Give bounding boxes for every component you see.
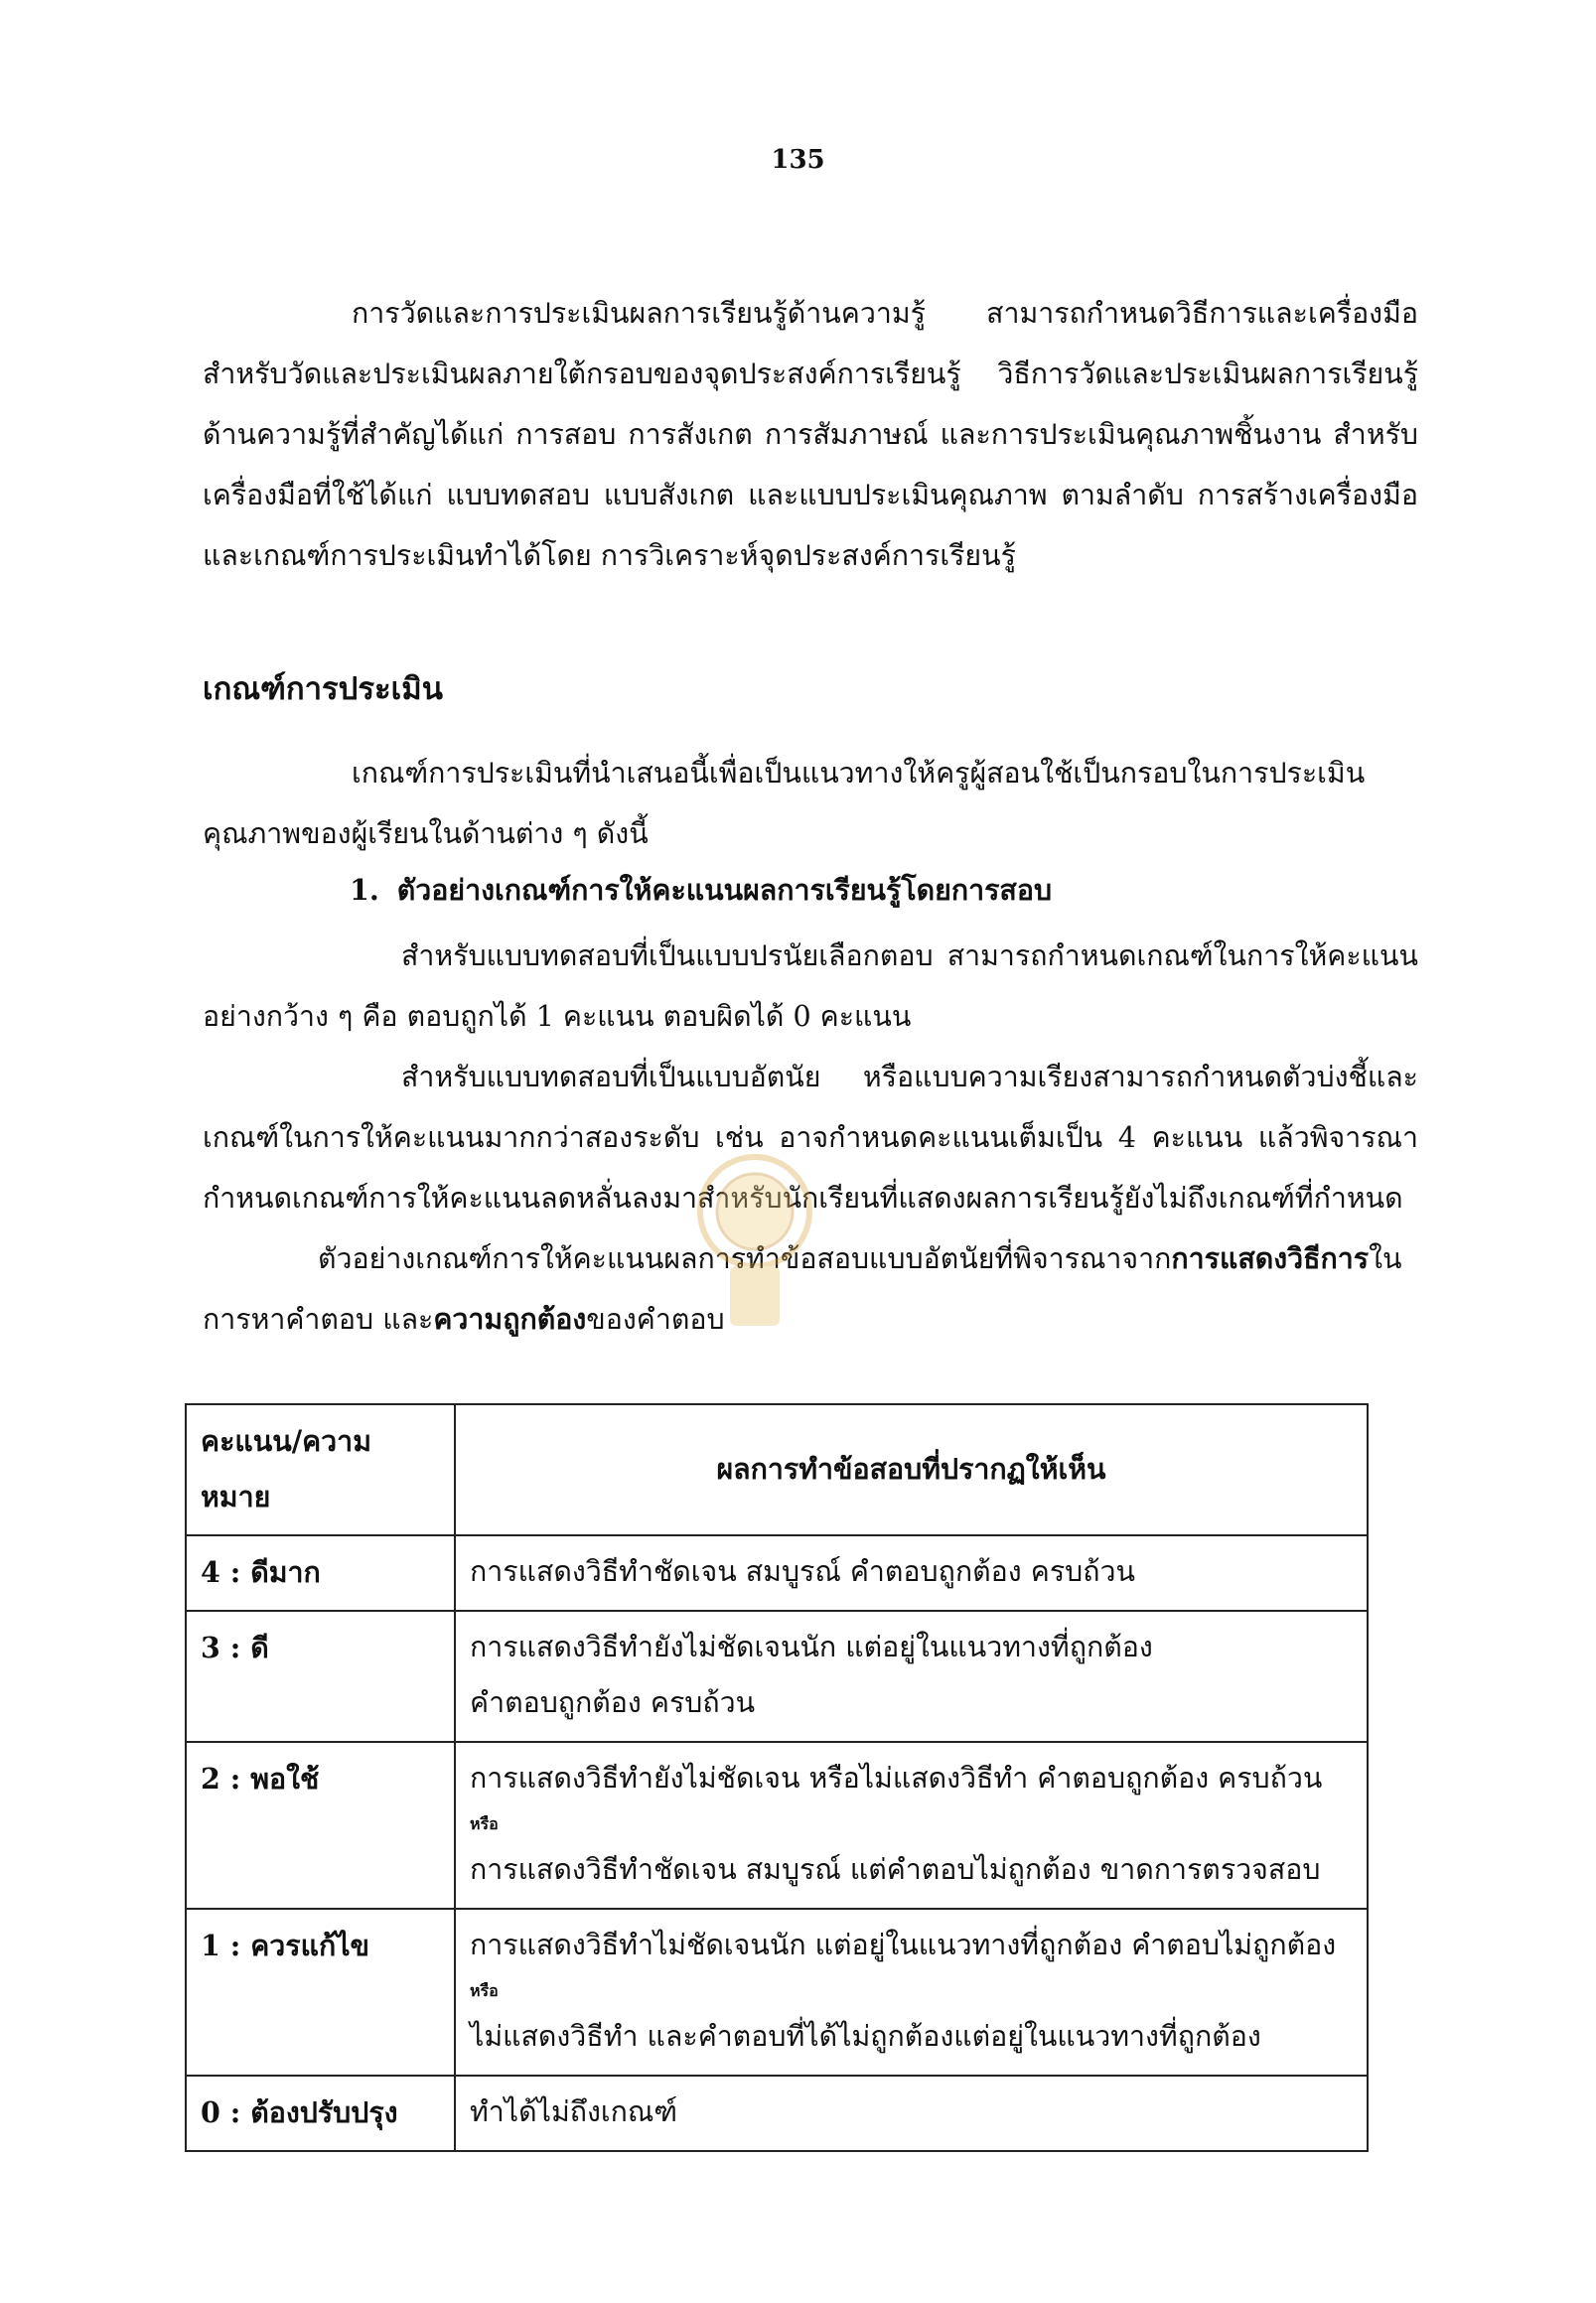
example-intro-bold2: ความถูกต้อง <box>433 1302 587 1336</box>
intro-paragraph: การวัดและการประเมินผลการเรียนรู้ด้านความรู้ สามารถกำหนดวิธีการและเครื่องมือสำหรับวัดและประเมินผลภายใต้กรอบของจุดประสงค์การเรียนรู้ วิธีการวัดและประเมินผลการเรียนรู้ด้านความรู้ที่สำคัญได้แก่ การสอบ การสังเกต การสัมภาษณ์ และการประเมินคุณภาพชิ้นงาน สำหรับเครื่องมือที่ใช้ได้แก่ แบบทดสอบ แบบสังเกต และแบบประเมินคุณภาพ ตามลำดับ การสร้างเครื่องมือ และเกณฑ์การประเมินทำได้โดย การวิเคราะห์จุดประสงค์การเรียนรู้ <box>203 297 1418 572</box>
row-level: 0 : ต้องปรับปรุง <box>186 2076 455 2151</box>
example-intro-part1: ตัวอย่างเกณฑ์การให้คะแนนผลการทำข้อสอบแบบอัตนัยที่พิจารณาจาก <box>318 1242 1172 1275</box>
result-line: ทำได้ไม่ถึงเกณฑ์ <box>470 2095 678 2128</box>
or-word: หรือ <box>470 1981 499 2000</box>
result-line: การแสดงวิธีทำยังไม่ชัดเจน หรือไม่แสดงวิธีทำ คำตอบถูกต้อง ครบถ้วน <box>470 1762 1323 1795</box>
row-level: 2 : พอใช้ <box>186 1742 455 1909</box>
subheading <box>350 867 1052 913</box>
row-result <box>455 1611 1368 1742</box>
header-result: ผลการทำข้อสอบที่ปรากฏให้เห็น <box>455 1404 1368 1535</box>
table-row <box>186 1535 1368 1611</box>
result-line: การแสดงวิธีทำยังไม่ชัดเจนนัก แต่อยู่ในแนวทางที่ถูกต้อง <box>470 1631 1153 1663</box>
table-header-row <box>186 1404 1368 1535</box>
row-result <box>455 1535 1368 1611</box>
result-line: การแสดงวิธีทำไม่ชัดเจนนัก แต่อยู่ในแนวทางที่ถูกต้อง คำตอบไม่ถูกต้อง <box>470 1929 1337 1961</box>
row-result <box>455 2076 1368 2151</box>
subjective-paragraph: สำหรับแบบทดสอบที่เป็นแบบอัตนัย หรือแบบความเรียงสามารถกำหนดตัวบ่งชี้และเกณฑ์ในการให้คะแนนมากกว่าสองระดับ เช่น อาจกำหนดคะแนนเต็มเป็น 4 คะแนน แล้วพิจารณากำหนดเกณฑ์การให้คะแนนลดหลั่นลงมาสำหรับนักเรียนที่แสดงผลการเรียนรู้ยังไม่ถึงเกณฑ์ที่กำหนด <box>203 1061 1418 1215</box>
example-intro-part2: ในการหาคำตอบ และ <box>203 1242 1402 1336</box>
table-row <box>186 1611 1368 1742</box>
result-line: การแสดงวิธีทำชัดเจน สมบูรณ์ แต่คำตอบไม่ถูกต้อง ขาดการตรวจสอบ <box>470 1853 1321 1886</box>
row-level: 4 : ดีมาก <box>186 1535 455 1611</box>
seal-watermark <box>695 1142 814 1341</box>
header-level: คะแนน/ความหมาย <box>186 1404 455 1535</box>
row-level: 1 : ควรแก้ไข <box>186 1909 455 2076</box>
row-result <box>455 1909 1368 2076</box>
table-row <box>186 2076 1368 2151</box>
rubric-table <box>185 1403 1369 2152</box>
subheading-text: ตัวอย่างเกณฑ์การให้คะแนนผลการเรียนรู้โดยการสอบ <box>396 873 1053 907</box>
row-result <box>455 1742 1368 1909</box>
example-intro-part3: ของคำตอบ <box>586 1303 725 1336</box>
result-line: คำตอบถูกต้อง ครบถ้วน <box>470 1686 756 1719</box>
or-word: หรือ <box>470 1814 499 1833</box>
table-row <box>186 1742 1368 1909</box>
section-heading: เกณฑ์การประเมิน <box>203 671 443 707</box>
row-level: 3 : ดี <box>186 1611 455 1742</box>
table-row <box>186 1909 1368 2076</box>
subheading-number: 1. <box>350 873 379 907</box>
page-number: 135 <box>771 145 825 175</box>
section-intro-paragraph: เกณฑ์การประเมินที่นำเสนอนี้เพื่อเป็นแนวทางให้ครูผู้สอนใช้เป็นกรอบในการประเมินคุณภาพของผู้เรียนในด้านต่าง ๆ ดังนี้ <box>203 757 1366 850</box>
result-line: การแสดงวิธีทำชัดเจน สมบูรณ์ คำตอบถูกต้อง ครบถ้วน <box>470 1555 1135 1588</box>
example-intro-bold1: การแสดงวิธีการ <box>1171 1241 1370 1275</box>
multiple-choice-paragraph: สำหรับแบบทดสอบที่เป็นแบบปรนัยเลือกตอบ สามารถกำหนดเกณฑ์ในการให้คะแนนอย่างกว้าง ๆ คือ ตอบถูกได้ 1 คะแนน ตอบผิดได้ 0 คะแนน <box>203 939 1418 1033</box>
result-line: ไม่แสดงวิธีทำ และคำตอบที่ได้ไม่ถูกต้องแต่อยู่ในแนวทางที่ถูกต้อง <box>470 2020 1261 2053</box>
